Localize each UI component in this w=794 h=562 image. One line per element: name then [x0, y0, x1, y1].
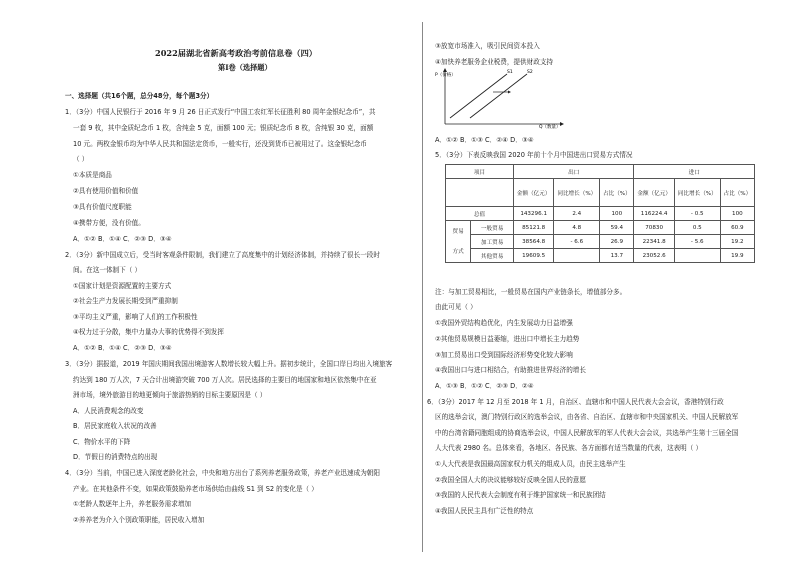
section-instructions: 一、选择题（共16个题，总分48分，每个题3分）: [65, 92, 214, 100]
q4-option[interactable]: ①老龄人数逐年上升，养老服务需求增加: [73, 500, 192, 508]
q1-line: 1．（3分）中国人民银行于 2016 年 9 月 26 日正式发行“中国工农红军长征胜利 80 周年金银纪念币”，共: [65, 108, 376, 116]
q5-option[interactable]: ④我国出口与进口相结合，有助推进世界经济的增长: [435, 366, 586, 374]
q1-choices[interactable]: A．①② B．①④ C．②③ D．③④: [73, 235, 172, 243]
table-cell: 22341.8: [634, 235, 674, 249]
q4-choices[interactable]: A．①② B．①③ C．②④ D．③④: [435, 136, 534, 144]
q1-option[interactable]: ④携带方便，没有价值。: [73, 219, 145, 227]
q3-option[interactable]: A．人民消费观念的改变: [73, 407, 144, 415]
table-row: [446, 207, 755, 221]
table-cell: 4.8: [554, 221, 600, 235]
table-cell: 一般贸易: [471, 221, 514, 235]
q2-option[interactable]: ③平均主义严重，影响了人们的工作积极性: [73, 313, 198, 321]
table-cell: 100: [720, 207, 754, 221]
table-cell: 116224.4: [634, 207, 674, 221]
q6-option[interactable]: ④我国人民民主具有广泛性的特点: [435, 507, 534, 515]
table-cell: 其他贸易: [471, 249, 514, 263]
q2-line: 间。在这一体制下（ ）: [73, 266, 142, 274]
table-subheader: 金额（亿元）: [513, 179, 553, 207]
table-cell: 2.4: [554, 207, 600, 221]
table-cell: 19.9: [720, 249, 754, 263]
table-subheader: 同比增长（%）: [554, 179, 600, 207]
table-subheader: 同比增长（%）: [674, 179, 720, 207]
q6-line: 人大代表 2980 名。总体来看，各地区、各民族、各方面都有适当数量的代表，这表明（ ）: [435, 444, 703, 452]
q3-line: 约达到 180 万人次，7 天合计出境游突破 700 万人次。居民选择的主要目的地国家和地区依然集中在亚: [73, 376, 377, 384]
q5-note: 注：与加工贸易相比，一般贸易在国内产业链条长，增值部分多。: [435, 288, 627, 296]
q5-note: 由此可见（ ）: [435, 303, 477, 311]
table-header: 项目: [446, 165, 514, 179]
q6-line: 中的台湾省籍同胞组成的协商选举会议，中国人民解放军的军人代表大会会议，共选举产生第十三届全国: [435, 429, 739, 437]
graph-y-label: P（价格）: [435, 73, 456, 78]
table-row: [446, 221, 755, 235]
table-group-label: 贸易 方式: [446, 221, 471, 263]
table-subheader: 占比（%）: [600, 179, 634, 207]
table-cell: - 5.6: [674, 235, 720, 249]
q6-option[interactable]: ①人大代表是我国最高国家权力机关的组成人员，由民主选举产生: [435, 460, 626, 468]
q1-line: （ ）: [73, 155, 89, 163]
table-subheader: 金额（亿元）: [634, 179, 674, 207]
trade-table: [445, 164, 755, 263]
table-cell: 总值: [446, 207, 514, 221]
table-header: 进口: [634, 165, 755, 179]
table-subheader: 占比（%）: [720, 179, 754, 207]
q6-option[interactable]: ②我国全国人大的决议能够较好反映全国人民的意愿: [435, 476, 586, 484]
table-cell: 100: [600, 207, 634, 221]
q5-line: 5．（3分）下表反映我国 2020 年前十个月中国进出口贸易方式情况: [435, 151, 633, 159]
table-cell: 38564.8: [513, 235, 553, 249]
q4-line: 4．（3分）当前，中国已进入深度老龄化社会，中央和地方出台了系列养老服务政策，养老产业迅速成为朝阳: [65, 469, 380, 477]
table-cell: [674, 249, 720, 263]
q1-line: 10 元。两枚金银币均为中华人民共和国法定货币，一般实行，还没到货币已被用过了。这金银纪念币: [73, 140, 368, 148]
graph-curve-label: S1: [507, 70, 513, 75]
supply-demand-graph: [435, 66, 565, 132]
q5-choices[interactable]: A．①③ B．①② C．②③ D．②④: [435, 382, 534, 390]
q4-line: 产业。在其他条件不变，如果政策鼓励养老市场供给由曲线 S1 到 S2 的变化是（ ）: [73, 485, 318, 493]
column-divider: [422, 22, 423, 552]
q3-option[interactable]: B．居民家庭收入状况的改善: [73, 422, 157, 430]
q1-option[interactable]: ①本质是商品: [73, 171, 112, 179]
table-cell: 加工贸易: [471, 235, 514, 249]
table-cell: - 6.6: [554, 235, 600, 249]
table-cell: 19.2: [720, 235, 754, 249]
q4-option[interactable]: ②养养老为介入个别政策职能，居民收入增加: [73, 516, 205, 524]
table-cell: [554, 249, 600, 263]
table-cell: 60.9: [720, 221, 754, 235]
q6-option[interactable]: ③我国的人民代表大会制度有利于维护国家统一和民族团结: [435, 491, 606, 499]
exam-title: 2022届湖北省新高考政治考前信息卷（四）: [155, 48, 317, 58]
q6-line: 6．（3分）2017 年 12 月至 2018 年 1 月，自治区、直辖市和中国人民代表大会会议，香港特别行政: [427, 398, 724, 406]
q3-option[interactable]: D．节假日的消费特点的出现: [73, 453, 158, 461]
table-row: [446, 249, 755, 263]
q1-line: 一套 9 枚，其中金质纪念币 1 枚，含纯金 5 克，面额 100 元；银质纪念币 8 枚，含纯银 30 克，面额: [73, 124, 374, 132]
table-row: [446, 235, 755, 249]
section-title: 第I卷（选择题）: [218, 63, 272, 72]
q2-option[interactable]: ①国家计划是资源配置的主要方式: [73, 282, 172, 290]
table-cell: - 0.5: [674, 207, 720, 221]
q1-option[interactable]: ②具有使用价值和价值: [73, 187, 139, 195]
table-cell: 23052.6: [634, 249, 674, 263]
table-cell: 85121.8: [513, 221, 553, 235]
table-header: 出口: [513, 165, 633, 179]
graph-x-label: Q（数量）: [539, 125, 561, 130]
q2-line: 2．（3分）新中国成立后，受当时客观条件限制，我们建立了高度集中的计划经济体制，并持续了很长一段时: [65, 251, 380, 259]
graph-curve-label: S2: [527, 70, 533, 75]
q2-choices[interactable]: A．①② B．①④ C．②③ D．③④: [73, 344, 172, 352]
q6-line: 区的选举会议，澳门特别行政区的选举会议，由各省、自治区、直辖市和中央国家机关、中国人民解放军: [435, 413, 739, 421]
table-cell: 143296.1: [513, 207, 553, 221]
q3-line: 3．（3分）据报道，2019 年国庆期间我国出境游客人数增长较大幅上升。据初步统计，全国口岸日均出入境旅客: [65, 360, 393, 368]
q2-option[interactable]: ②社会生产力发展长期受到严重抑制: [73, 297, 178, 305]
table-cell: 26.9: [600, 235, 634, 249]
table-cell: 59.4: [600, 221, 634, 235]
table-cell: 19609.5: [513, 249, 553, 263]
q5-option[interactable]: ③加工贸易出口受到国际经济形势变化较大影响: [435, 351, 573, 359]
q2-option[interactable]: ④权力过于分散，集中力量办大事的优势得不到发挥: [73, 328, 224, 336]
q5-option[interactable]: ①我国外贸结构趋优化，内生发展动力日益增强: [435, 319, 573, 327]
q4-option[interactable]: ③放宽市场准入，吸引民间资本投入: [435, 42, 540, 50]
table-cell: 13.7: [600, 249, 634, 263]
q5-option[interactable]: ②其他贸易规模日益萎缩，进出口中增长主力趋势: [435, 335, 580, 343]
q3-line: 洲市场，境外旅游目的地更倾向于旅游热销的目标主要原因是（ ）: [73, 391, 267, 399]
q3-option[interactable]: C．物价水平的下降: [73, 438, 131, 446]
q4-option[interactable]: ④加快养老服务企业税费，提供财政支持: [435, 58, 554, 66]
table-cell: 70830: [634, 221, 674, 235]
table-cell: 0.5: [674, 221, 720, 235]
q1-option[interactable]: ③具有价值尺度职能: [73, 203, 132, 211]
